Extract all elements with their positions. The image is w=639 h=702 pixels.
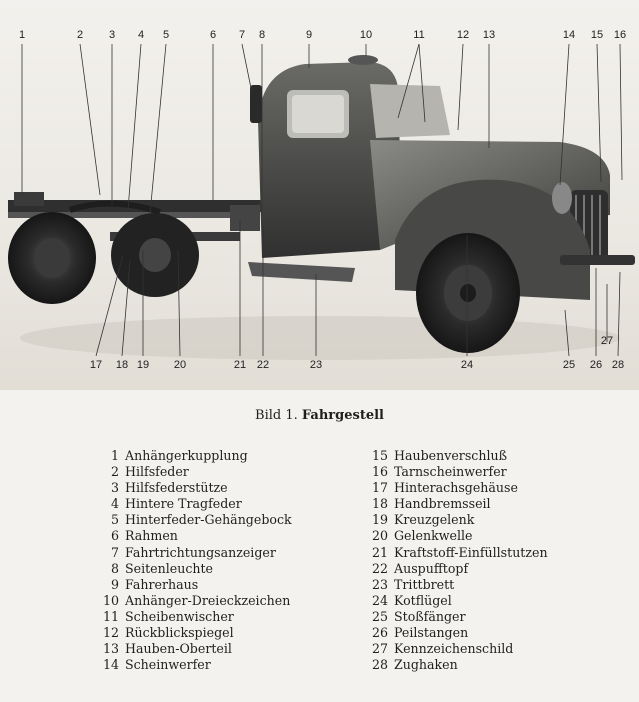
caption-title: Fahrgestell [301, 408, 384, 423]
legend-label: Handbremsseil [394, 496, 491, 512]
legend-item [96, 657, 292, 673]
legend-item [365, 528, 548, 544]
legend-label: Tarnscheinwerfer [394, 464, 507, 480]
callout-16: 16 [613, 29, 627, 41]
legend-column-left [96, 448, 292, 673]
legend-item [96, 609, 292, 625]
legend-number: 16 [371, 464, 388, 480]
callout-2: 2 [76, 29, 84, 41]
legend-item [365, 512, 548, 528]
legend-label: Hinterfeder-Gehängebock [125, 512, 292, 528]
callout-12: 12 [456, 29, 470, 41]
legend-label: Kotflügel [394, 592, 452, 608]
legend-item [365, 496, 548, 512]
callout-6: 6 [209, 29, 217, 41]
legend-label: Hilfsfeder [125, 464, 189, 480]
legend-number: 21 [371, 544, 388, 560]
legend-number: 17 [371, 480, 388, 496]
legend-label: Scheibenwischer [125, 608, 234, 624]
legend-item [365, 577, 548, 593]
legend-number: 22 [371, 560, 388, 576]
callout-1: 1 [18, 29, 26, 41]
callout-3: 3 [108, 29, 116, 41]
legend-number: 4 [110, 496, 119, 512]
legend-item [365, 464, 548, 480]
legend-item [365, 641, 548, 657]
legend-number: 13 [102, 641, 119, 657]
legend-label: Seitenleuchte [125, 560, 214, 576]
legend-label: Anhänger-Dreieckzeichen [125, 592, 291, 608]
callout-15: 15 [590, 29, 604, 41]
callout-21: 21 [233, 359, 247, 371]
legend-item [365, 593, 548, 609]
callout-14: 14 [562, 29, 576, 41]
callout-numbers-top [19, 29, 626, 41]
legend-item [365, 609, 548, 625]
legend-item [96, 545, 292, 561]
legend-label: Anhängerkupplung [125, 448, 248, 463]
caption-prefix: Bild 1. [255, 408, 298, 423]
legend-label: Trittbrett [394, 576, 455, 592]
callout-5: 5 [162, 29, 170, 41]
legend-number: 27 [371, 641, 388, 657]
callout-19: 19 [136, 359, 150, 371]
legend-number: 26 [371, 625, 388, 641]
callout-20: 20 [173, 359, 187, 371]
legend-label: Kraftstoff-Einfüllstutzen [394, 544, 548, 560]
legend-number: 28 [371, 657, 388, 673]
legend-item [365, 480, 548, 496]
callout-9: 9 [305, 29, 313, 41]
legend-number: 1 [110, 448, 119, 463]
legend-number: 12 [102, 625, 119, 641]
legend-number: 14 [102, 657, 119, 673]
legend-number: 18 [371, 496, 388, 512]
callout-4: 4 [137, 29, 145, 41]
callout-27: 27 [600, 335, 614, 347]
callout-26: 26 [589, 359, 603, 371]
callout-25: 25 [562, 359, 576, 371]
legend-number: 5 [110, 512, 119, 528]
legend-label: Zughaken [394, 657, 458, 673]
legend-item [96, 512, 292, 528]
legend-item [96, 625, 292, 641]
legend-number: 10 [102, 592, 119, 608]
legend-item [96, 480, 292, 496]
legend-label: Kennzeichenschild [394, 641, 514, 657]
callout-11: 11 [413, 29, 425, 41]
legend-label: Hinterachsgehäuse [394, 480, 518, 496]
legend-item [365, 625, 548, 641]
callout-22: 22 [256, 359, 270, 371]
legend-number: 24 [371, 592, 388, 608]
running-board [248, 262, 355, 282]
legend-label: Stoßfänger [394, 608, 466, 624]
legend-label: Fahrtrichtungsanzeiger [125, 544, 276, 560]
legend-item [365, 657, 548, 673]
callout-24: 24 [460, 359, 474, 371]
legend-number: 20 [371, 528, 388, 544]
figure-caption [0, 408, 639, 423]
callout-28: 28 [611, 359, 625, 371]
legend-number: 6 [110, 528, 119, 544]
legend-item [365, 545, 548, 561]
legend-item [96, 496, 292, 512]
legend-label: Hilfsfederstütze [125, 480, 228, 496]
callout-10: 10 [359, 29, 373, 41]
legend-number: 23 [371, 576, 388, 592]
legend-label: Scheinwerfer [125, 657, 211, 673]
legend-item [96, 464, 292, 480]
legend-label: Rückblickspiegel [125, 625, 234, 641]
legend-number: 7 [110, 544, 119, 560]
callout-8: 8 [258, 29, 266, 41]
legend-number: 11 [102, 608, 119, 624]
legend-number: 19 [371, 512, 388, 528]
legend-item [96, 561, 292, 577]
legend-number: 9 [110, 576, 119, 592]
bumper [560, 255, 635, 265]
callout-13: 13 [482, 29, 496, 41]
ground-shadow [20, 316, 620, 360]
legend-label: Peilstangen [394, 625, 469, 641]
legend-label: Gelenkwelle [394, 528, 473, 544]
legend-number: 2 [110, 464, 119, 480]
legend-item [96, 641, 292, 657]
legend-number: 3 [110, 480, 119, 496]
front-wheel [416, 233, 520, 353]
legend-item [365, 448, 548, 464]
legend-item [96, 593, 292, 609]
legend-label: Haubenverschluß [394, 448, 507, 463]
legend-label: Kreuzgelenk [394, 512, 475, 528]
legend-number: 15 [371, 448, 388, 463]
legend-label: Fahrerhaus [125, 576, 199, 592]
callout-7: 7 [238, 29, 246, 41]
legend-label: Auspufftopf [394, 560, 469, 576]
legend-label: Hintere Tragfeder [125, 496, 242, 512]
legend-label: Rahmen [125, 528, 178, 544]
legend-item [365, 561, 548, 577]
headlight [552, 182, 572, 214]
callout-18: 18 [115, 359, 129, 371]
legend-item [96, 577, 292, 593]
legend-number: 8 [110, 560, 119, 576]
legend-column-right [365, 448, 548, 673]
legend-label: Hauben-Oberteil [125, 641, 232, 657]
legend-number: 25 [371, 608, 388, 624]
callout-23: 23 [309, 359, 323, 371]
rear-wheels [8, 212, 199, 304]
legend-item [96, 528, 292, 544]
callout-17: 17 [89, 359, 103, 371]
legend-item [96, 448, 292, 464]
